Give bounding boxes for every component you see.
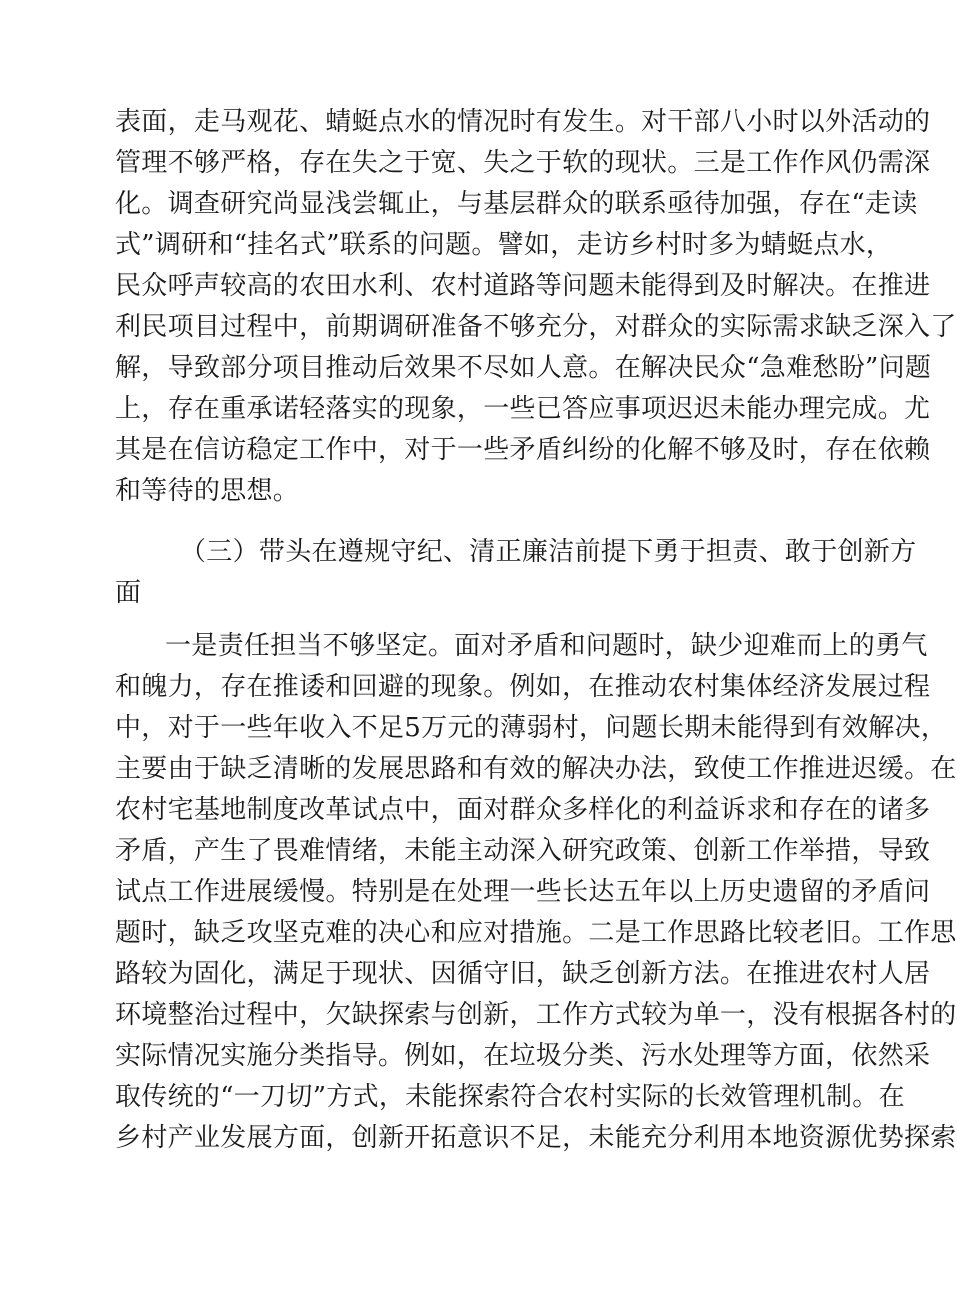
body-text-line: 实际情况实施分类指导。例如，在垃圾分类、污水处理等方面，依然采 bbox=[115, 1041, 931, 1071]
body-text-line: 取传统的“一刀切”方式，未能探索符合农村实际的长效管理机制。在 bbox=[115, 1082, 905, 1112]
body-text-line: 其是在信访稳定工作中，对于一些矛盾纠纷的化解不够及时，存在依赖 bbox=[115, 435, 931, 465]
body-text-line: 农村宅基地制度改革试点中，面对群众多样化的利益诉求和存在的诸多 bbox=[115, 795, 931, 825]
body-text-line: 解，导致部分项目推动后效果不尽如人意。在解决民众“急难愁盼”问题 bbox=[115, 353, 932, 383]
body-text-line: 矛盾，产生了畏难情绪，未能主动深入研究政策、创新工作举措，导致 bbox=[115, 836, 931, 866]
body-text-line: 题时，缺乏攻坚克难的决心和应对措施。二是工作思路比较老旧。工作思 bbox=[115, 918, 957, 948]
body-text-line: 一是责任担当不够坚定。面对矛盾和问题时，缺少迎难而上的勇气 bbox=[165, 631, 928, 661]
body-text-line: 路较为固化，满足于现状、因循守旧，缺乏创新方法。在推进农村人居 bbox=[115, 959, 931, 989]
body-text-line: 主要由于缺乏清晰的发展思路和有效的解决办法，致使工作推进迟缓。在 bbox=[115, 754, 957, 784]
body-text-line: 试点工作进展缓慢。特别是在处理一些长达五年以上历史遗留的矛盾问 bbox=[115, 877, 931, 907]
body-text-line: 上，存在重承诺轻落实的现象，一些已答应事项迟迟未能办理完成。尤 bbox=[115, 394, 931, 424]
body-text-line: 民众呼声较高的农田水利、农村道路等问题未能得到及时解决。在推进 bbox=[115, 271, 931, 301]
body-text-line: 中，对于一些年收入不足5万元的薄弱村，问题长期未能得到有效解决， bbox=[115, 713, 948, 743]
body-text-line: 管理不够严格，存在失之于宽、失之于软的现状。三是工作作风仍需深 bbox=[115, 148, 931, 178]
body-text-line: 和魄力，存在推诿和回避的现象。例如，在推动农村集体经济发展过程 bbox=[115, 672, 931, 702]
body-text-line: 环境整治过程中，欠缺探索与创新，工作方式较为单一，没有根据各村的 bbox=[115, 1000, 957, 1030]
section-heading: （三）带头在遵规守纪、清正廉洁前提下勇于担责、敢于创新方 bbox=[180, 537, 917, 567]
body-text-line: 利民项目过程中，前期调研准备不够充分，对群众的实际需求缺乏深入了 bbox=[115, 312, 957, 342]
body-text-line: 式”调研和“挂名式”联系的问题。譬如，走访乡村时多为蜻蜓点水， bbox=[115, 230, 893, 260]
body-text-line: 和等待的思想。 bbox=[115, 476, 300, 506]
section-heading-continuation: 面 bbox=[115, 578, 142, 608]
body-text-line: 表面，走马观花、蜻蜓点水的情况时有发生。对干部八小时以外活动的 bbox=[115, 107, 931, 137]
body-text-line: 乡村产业发展方面，创新开拓意识不足，未能充分利用本地资源优势探索 bbox=[115, 1123, 957, 1153]
body-text-line: 化。调查研究尚显浅尝辄止，与基层群众的联系亟待加强，存在“走读 bbox=[115, 189, 918, 219]
